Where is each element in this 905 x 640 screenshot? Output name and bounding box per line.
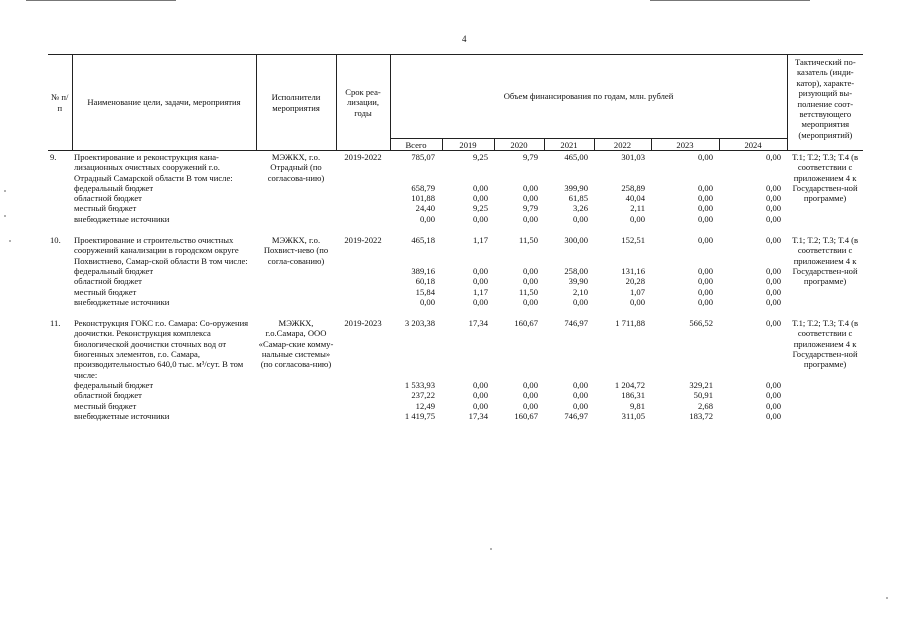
funding-value: 17,34 (468, 318, 488, 329)
funding-value: 0,00 (766, 152, 782, 162)
budget-label: внебюджетные источники (74, 296, 170, 307)
empty-cell (48, 401, 72, 411)
empty-cell (48, 390, 72, 400)
budget-value: 746,97 (564, 410, 588, 421)
budget-value: 258,89 (621, 182, 645, 193)
budget-value: 0,00 (766, 276, 782, 287)
empty-cell (336, 287, 390, 297)
funding-value: 0,00 (697, 152, 713, 162)
header-year: 2022 (594, 139, 651, 151)
header-name: Наименование цели, задачи, мероприятия (72, 55, 256, 151)
funding-value: 465,18 (411, 235, 435, 246)
budget-value: 24,40 (415, 203, 435, 214)
budget-label: областной бюджет (74, 276, 142, 287)
budget-value: 40,04 (625, 193, 645, 204)
empty-cell (336, 297, 390, 307)
budget-value: 0,00 (629, 213, 645, 224)
measure-name: Реконструкция ГОКС г.о. Самара: Со-оружения доочистки. Реконструкция комплекса биологической доочистки сточных вод от биогенных элементов, г.о. Самара, производительностью 640,0 тыс. м³/сут. В том числе: (74, 318, 249, 380)
budget-value: 1,17 (472, 286, 488, 297)
budget-value: 0,00 (572, 400, 588, 411)
budget-value: 0,00 (472, 193, 488, 204)
funding-value: 0,00 (697, 235, 713, 246)
budget-label: внебюджетные источники (74, 213, 170, 224)
budget-value: 0,00 (766, 296, 782, 307)
budget-value: 0,00 (419, 213, 435, 224)
budget-value: 1 419,75 (404, 410, 435, 421)
budget-value: 0,00 (472, 265, 488, 276)
header-tactical: Тактический по-казатель (инди-катор), характе-ризующий вы-полнение соот-ветствующего мероприятия (мероприятий) (787, 55, 863, 151)
budget-value: 0,00 (522, 390, 538, 401)
row-number: 10. (50, 235, 61, 246)
scan-edge-mark (650, 0, 810, 1)
budget-row (48, 411, 863, 421)
empty-cell (336, 193, 390, 203)
budget-value: 0,00 (697, 203, 713, 214)
header-year: 2020 (494, 139, 544, 151)
funding-value: 465,00 (564, 152, 588, 162)
header-year: 2019 (442, 139, 494, 151)
budget-value: 0,00 (472, 296, 488, 307)
budget-value: 0,00 (766, 410, 782, 421)
executors-cell: МЭЖКХ, г.о.Самара, ООО «Самар-ские комму-нальные системы» (по согласова-нию) (258, 318, 334, 370)
funding-value: 3 203,38 (404, 318, 435, 329)
budget-value: 0,00 (766, 265, 782, 276)
budget-value: 0,00 (522, 182, 538, 193)
empty-cell (336, 276, 390, 286)
empty-cell (48, 266, 72, 276)
tactical-indicator: Т.1; Т.2; Т.3; Т.4 (в соответствии с приложением 4 к Государствен-ной программе) (792, 235, 859, 287)
program-table (48, 54, 863, 421)
budget-value: 9,79 (522, 203, 538, 214)
budget-row (48, 287, 863, 297)
header-num: № п/п (48, 55, 72, 151)
budget-label: местный бюджет (74, 286, 137, 297)
row-spacer (48, 224, 863, 234)
funding-value: 0,00 (766, 318, 782, 329)
funding-value: 9,79 (522, 152, 538, 162)
executors-cell: МЭЖКХ, г.о. Похвист-нево (по согла-сованию) (263, 235, 329, 266)
funding-value: 9,25 (472, 152, 488, 162)
empty-cell (336, 203, 390, 213)
empty-cell (336, 214, 390, 224)
budget-row (48, 214, 863, 224)
funding-value: 160,67 (514, 318, 538, 329)
funding-value: 1 711,88 (615, 318, 645, 329)
budget-label: местный бюджет (74, 400, 137, 411)
budget-value: 0,00 (629, 296, 645, 307)
header-term: Срок реа-лизации, годы (336, 55, 390, 151)
budget-value: 0,00 (472, 379, 488, 390)
budget-label: федеральный бюджет (74, 265, 154, 276)
budget-value: 0,00 (697, 213, 713, 224)
funding-value: 1,17 (472, 235, 488, 246)
budget-value: 0,00 (766, 379, 782, 390)
budget-value: 311,05 (621, 410, 645, 421)
budget-value: 0,00 (766, 213, 782, 224)
table-row (48, 151, 863, 183)
budget-label: внебюджетные источники (74, 410, 170, 421)
funding-value: 11,50 (518, 235, 538, 246)
budget-value: 0,00 (472, 213, 488, 224)
budget-row (48, 401, 863, 411)
empty-cell (336, 401, 390, 411)
budget-value: 0,00 (766, 390, 782, 401)
budget-value: 3,26 (572, 203, 588, 214)
empty-cell (48, 287, 72, 297)
budget-value: 0,00 (472, 400, 488, 411)
budget-value: 0,00 (419, 296, 435, 307)
term-cell: 2019-2022 (344, 235, 382, 246)
empty-cell (48, 297, 72, 307)
header-funding: Объем финансирования по годам, млн. рублей (390, 55, 787, 139)
empty-cell (48, 193, 72, 203)
scan-edge-mark (26, 0, 176, 1)
budget-row (48, 193, 863, 203)
budget-value: 0,00 (697, 193, 713, 204)
funding-value: 152,51 (621, 235, 645, 246)
budget-value: 12,49 (415, 400, 435, 411)
budget-value: 0,00 (697, 182, 713, 193)
budget-value: 0,00 (766, 203, 782, 214)
empty-cell (336, 266, 390, 276)
funding-value: 301,03 (621, 152, 645, 162)
budget-row (48, 297, 863, 307)
table-row (48, 317, 863, 380)
budget-value: 0,00 (572, 296, 588, 307)
header-executors: Исполнители мероприятия (256, 55, 336, 151)
header-year: 2024 (719, 139, 787, 151)
budget-value: 0,00 (572, 213, 588, 224)
empty-cell (336, 390, 390, 400)
budget-row (48, 390, 863, 400)
budget-value: 0,00 (697, 276, 713, 287)
budget-value: 9,25 (472, 203, 488, 214)
budget-value: 0,00 (522, 400, 538, 411)
empty-cell (48, 203, 72, 213)
budget-value: 0,00 (572, 379, 588, 390)
budget-value: 17,34 (468, 410, 488, 421)
budget-value: 2,11 (630, 203, 645, 214)
empty-cell (336, 411, 390, 421)
scan-speck (4, 190, 6, 192)
table-row (48, 234, 863, 266)
budget-value: 0,00 (766, 182, 782, 193)
budget-value: 2,68 (697, 400, 713, 411)
budget-value: 0,00 (766, 286, 782, 297)
empty-cell (336, 380, 390, 390)
measure-name: Проектирование и реконструкция кана-лизационных очистных сооружений г.о. Отрадный Самарской области В том числе: (74, 152, 233, 183)
budget-value: 0,00 (766, 193, 782, 204)
budget-value: 258,00 (564, 265, 588, 276)
budget-value: 329,21 (689, 379, 713, 390)
budget-label: местный бюджет (74, 203, 137, 214)
budget-value: 0,00 (697, 265, 713, 276)
budget-value: 0,00 (697, 286, 713, 297)
funding-value: 566,52 (689, 318, 713, 329)
budget-value: 0,00 (572, 390, 588, 401)
budget-value: 0,00 (766, 400, 782, 411)
budget-value: 186,31 (621, 390, 645, 401)
budget-value: 399,90 (564, 182, 588, 193)
budget-row (48, 203, 863, 213)
empty-cell (48, 183, 72, 193)
executors-cell: МЭЖКХ, г.о. Отрадный (по согласова-нию) (267, 152, 325, 183)
header-row (48, 55, 863, 139)
empty-cell (48, 276, 72, 286)
budget-row (48, 380, 863, 390)
row-number: 11. (50, 318, 61, 329)
budget-value: 0,00 (522, 276, 538, 287)
funding-value: 746,97 (564, 318, 588, 329)
term-cell: 2019-2023 (344, 318, 382, 329)
budget-value: 15,84 (415, 286, 435, 297)
scan-speck (886, 597, 888, 599)
scan-speck (4, 215, 6, 217)
empty-cell (48, 411, 72, 421)
budget-label: федеральный бюджет (74, 182, 154, 193)
budget-value: 1,07 (629, 286, 645, 297)
funding-value: 300,00 (564, 235, 588, 246)
budget-label: федеральный бюджет (74, 379, 154, 390)
header-year: 2023 (651, 139, 719, 151)
budget-label: областной бюджет (74, 390, 142, 401)
budget-row (48, 266, 863, 276)
budget-value: 60,18 (415, 276, 435, 287)
budget-value: 20,28 (625, 276, 645, 287)
budget-row (48, 183, 863, 193)
budget-value: 389,16 (411, 265, 435, 276)
tactical-indicator: Т.1; Т.2; Т.3; Т.4 (в соответствии с приложением 4 к Государствен-ной программе) (792, 152, 859, 204)
budget-value: 1 533,93 (404, 379, 435, 390)
budget-value: 0,00 (472, 276, 488, 287)
budget-row (48, 276, 863, 286)
budget-value: 237,22 (411, 390, 435, 401)
page-number: 4 (462, 34, 467, 44)
budget-value: 0,00 (697, 296, 713, 307)
term-cell: 2019-2022 (344, 152, 382, 162)
budget-value: 9,81 (629, 400, 645, 411)
measure-name: Проектирование и строительство очистных сооружений канализации в городском округе Похвистнево, Самар-ской области В том числе: (74, 235, 248, 266)
spacer-cell (48, 224, 863, 234)
budget-value: 50,91 (693, 390, 713, 401)
budget-label: областной бюджет (74, 193, 142, 204)
budget-value: 1 204,72 (614, 379, 645, 390)
budget-value: 0,00 (522, 265, 538, 276)
budget-value: 0,00 (522, 213, 538, 224)
funding-value: 785,07 (411, 152, 435, 162)
budget-value: 61,85 (568, 193, 588, 204)
header-year: Всего (390, 139, 442, 151)
budget-value: 2,10 (572, 286, 588, 297)
budget-value: 101,88 (411, 193, 435, 204)
scan-speck (9, 240, 11, 242)
empty-cell (48, 380, 72, 390)
budget-value: 131,16 (621, 265, 645, 276)
scan-speck (490, 548, 492, 550)
budget-value: 39,90 (568, 276, 588, 287)
tactical-indicator: Т.1; Т.2; Т.3; Т.4 (в соответствии с приложением 4 к Государствен-ной программе) (792, 318, 859, 370)
budget-value: 658,79 (411, 182, 435, 193)
budget-value: 0,00 (522, 193, 538, 204)
budget-value: 11,50 (518, 286, 538, 297)
row-spacer (48, 307, 863, 317)
budget-value: 0,00 (522, 379, 538, 390)
budget-value: 0,00 (522, 296, 538, 307)
budget-value: 183,72 (689, 410, 713, 421)
spacer-cell (48, 307, 863, 317)
header-year: 2021 (544, 139, 594, 151)
funding-value: 0,00 (766, 235, 782, 246)
budget-value: 160,67 (514, 410, 538, 421)
empty-cell (48, 214, 72, 224)
budget-value: 0,00 (472, 390, 488, 401)
table-body (48, 151, 863, 422)
empty-cell (336, 183, 390, 193)
row-number: 9. (50, 152, 57, 162)
budget-value: 0,00 (472, 182, 488, 193)
